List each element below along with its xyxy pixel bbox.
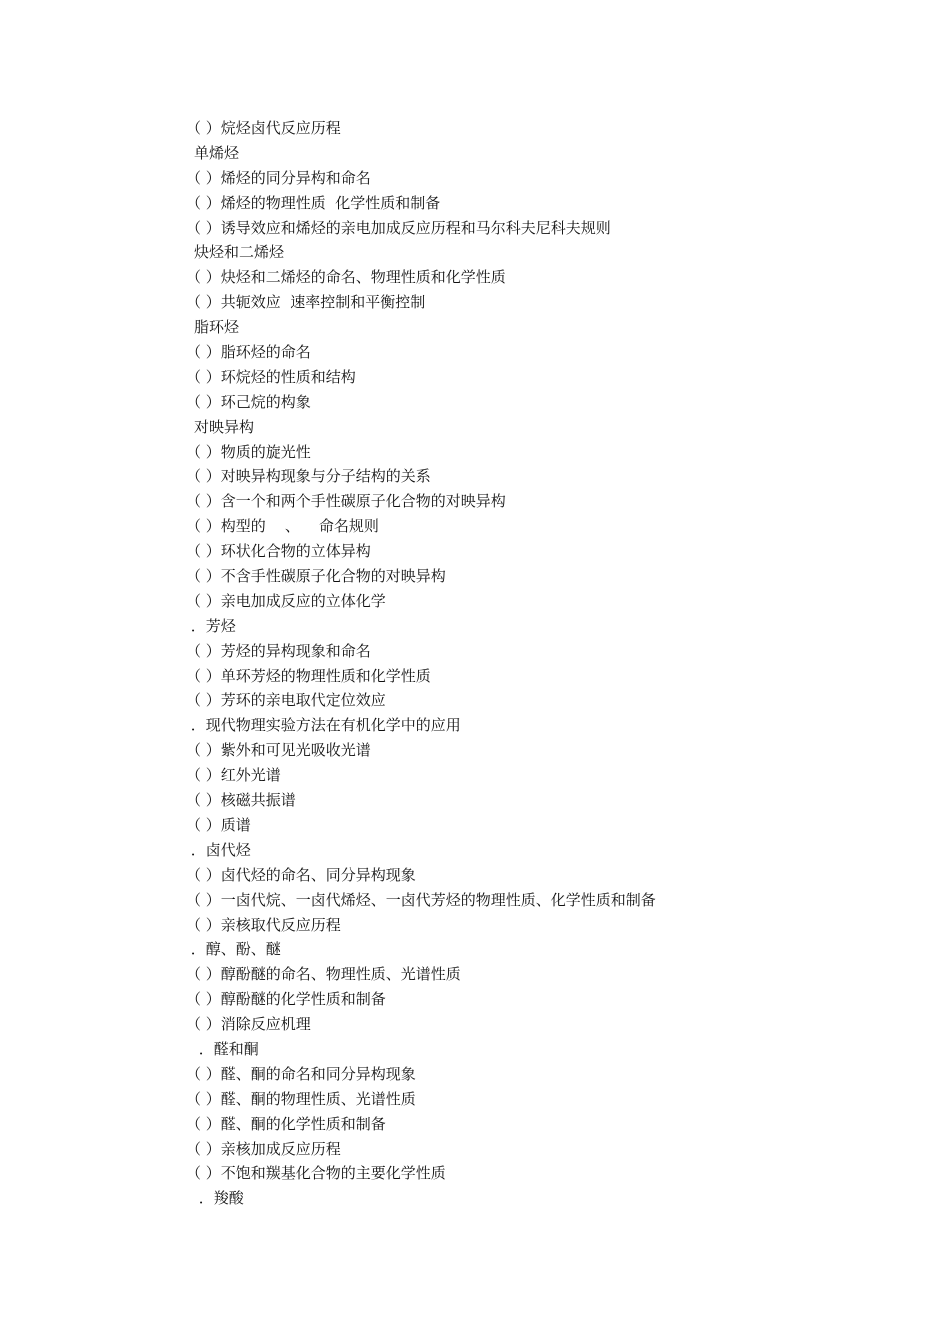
outline-item: （ ）芳烃的异构现象和命名 xyxy=(186,641,371,660)
section-heading: ．卤代烃 xyxy=(186,840,251,859)
outline-item: （ ）卤代烃的命名、同分异构现象 xyxy=(186,865,416,884)
outline-item: （ ）醛、酮的化学性质和制备 xyxy=(186,1114,386,1133)
outline-item: （ ）环己烷的构象 xyxy=(186,392,311,411)
outline-item: （ ）烯烃的同分异构和命名 xyxy=(186,168,371,187)
outline-item: （ ）亲核加成反应历程 xyxy=(186,1139,341,1158)
section-heading: ．芳烃 xyxy=(186,616,236,635)
outline-item: （ ）脂环烃的命名 xyxy=(186,343,311,362)
outline-item: （ ）环烷烃的性质和结构 xyxy=(186,367,356,386)
outline-item: （ ）单环芳烃的物理性质和化学性质 xyxy=(186,666,431,685)
section-heading: ．现代物理实验方法在有机化学中的应用 xyxy=(186,716,461,735)
outline-item: （ ）红外光谱 xyxy=(186,766,281,785)
outline-item: （ ）共轭效应 速率控制和平衡控制 xyxy=(186,293,426,312)
outline-item: （ ）炔烃和二烯烃的命名、物理性质和化学性质 xyxy=(186,268,506,287)
outline-item: （ ）芳环的亲电取代定位效应 xyxy=(186,691,386,710)
outline-item: （ ）醇酚醚的化学性质和制备 xyxy=(186,990,386,1009)
outline-item: （ ）核磁共振谱 xyxy=(186,791,296,810)
outline-item: （ ）亲核取代反应历程 xyxy=(186,915,341,934)
section-heading: ．醛和酮 xyxy=(194,1039,259,1058)
outline-item: （ ）紫外和可见光吸收光谱 xyxy=(186,741,371,760)
outline-item: （ ）亲电加成反应的立体化学 xyxy=(186,591,386,610)
section-heading: 炔烃和二烯烃 xyxy=(194,243,285,262)
section-heading: ．羧酸 xyxy=(194,1189,244,1208)
outline-item: （ ）醛、酮的物理性质、光谱性质 xyxy=(186,1089,416,1108)
section-heading: 单烯烃 xyxy=(194,143,240,162)
outline-item: （ ）不含手性碳原子化合物的对映异构 xyxy=(186,567,446,586)
outline-item: （ ）不饱和羰基化合物的主要化学性质 xyxy=(186,1164,446,1183)
outline-item: （ ）构型的 、 命名规则 xyxy=(186,517,379,536)
outline-item: （ ）环状化合物的立体异构 xyxy=(186,542,371,561)
section-heading: ．醇、酚、醚 xyxy=(186,940,281,959)
section-heading: 对映异构 xyxy=(194,417,255,436)
outline-item: （ ）物质的旋光性 xyxy=(186,442,311,461)
outline-item: （ ）烷烃卤代反应历程 xyxy=(186,119,341,137)
section-heading: 脂环烃 xyxy=(194,318,240,337)
outline-item: （ ）质谱 xyxy=(186,815,251,834)
outline-item: （ ）诱导效应和烯烃的亲电加成反应历程和马尔科夫尼科夫规则 xyxy=(186,218,611,237)
outline-item: （ ）消除反应机理 xyxy=(186,1015,311,1034)
outline-item: （ ）醛、酮的命名和同分异构现象 xyxy=(186,1064,416,1083)
outline-item: （ ）含一个和两个手性碳原子化合物的对映异构 xyxy=(186,492,506,511)
outline-item: （ ）醇酚醚的命名、物理性质、光谱性质 xyxy=(186,965,461,984)
outline-item: （ ）对映异构现象与分子结构的关系 xyxy=(186,467,431,486)
outline-item: （ ）烯烃的物理性质 化学性质和制备 xyxy=(186,193,441,212)
outline-list xyxy=(186,116,826,1211)
outline-item: （ ）一卤代烷、一卤代烯烃、一卤代芳烃的物理性质、化学性质和制备 xyxy=(186,890,656,909)
